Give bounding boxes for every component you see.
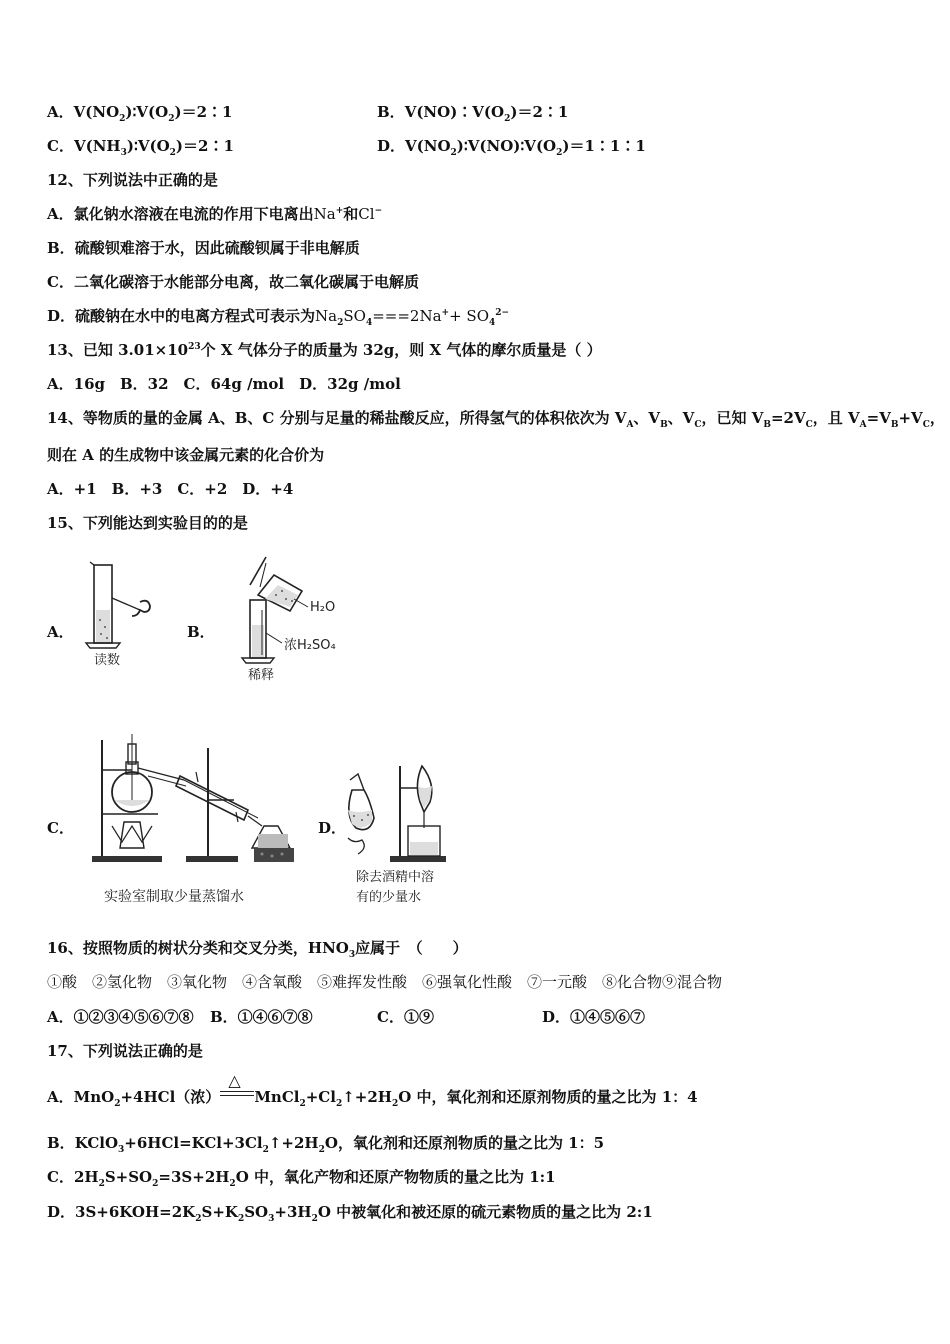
q16-option-b: B．①④⑥⑦⑧: [210, 1008, 313, 1026]
figure-d-caption-line2: 有的少量水: [356, 890, 422, 905]
figure-a-caption: 读数: [94, 653, 121, 668]
conc-sulfuric-acid-label: 浓H₂SO₄: [284, 638, 336, 653]
q12-option-d: D．硫酸钠在水中的电离方程式可表示为$Na_2SO_4===2Na^++ SO_4^{2-}$: [47, 307, 510, 328]
q13-options: A．16g B．32 C．64g /mol D．32g /mol: [47, 375, 401, 393]
q17-option-d: D．$3S+6KOH=2K_2S+K_2SO_3+3H_2O$ 中被氧化和被还原的硫元素物质的量之比为 2:1: [47, 1203, 653, 1224]
distillation-apparatus-figure: [88, 730, 303, 868]
q16-items: ①酸 ②氢化物 ③氧化物 ④含氧酸 ⑤难挥发性酸 ⑥强氧化性酸 ⑦一元酸 ⑧化合物⑨混合物: [47, 973, 723, 991]
q12-option-a: A．氯化钠水溶液在电流的作用下电离出Na+和Cl−: [47, 205, 383, 223]
q13-stem: 13、已知 $3.01\times 10^{23}$个 X 气体分子的质量为 32g，则 X 气体的摩尔质量是（ ）: [47, 341, 602, 359]
separatory-funnel-figure: [340, 760, 455, 870]
q16-option-a: A．①②③④⑤⑥⑦⑧: [47, 1008, 194, 1026]
q11-option-c: C．$V(NH_3)∶V(O_2)=2∶1$: [47, 137, 234, 158]
water-label: H₂O: [310, 600, 336, 615]
q14-stem-line1: 14、等物质的量的金属 A、B、C 分别与足量的稀盐酸反应，所得氢气的体积依次为 $V_A$、$V_B$、$V_C$，已知 $V_B=2V_C$，且 $V_A=V_B+V_C$，: [47, 409, 945, 430]
q14-options: A．+1 B．+3 C．+2 D．+4: [47, 480, 294, 498]
q15-d-letter: D．: [318, 819, 347, 837]
q16-option-c: C．①⑨: [377, 1008, 434, 1026]
graduated-cylinder-reading-figure: [80, 560, 170, 670]
q16-stem: 16、按照物质的树状分类和交叉分类，$HNO_3$应属于 （ ）: [47, 939, 468, 960]
q17-option-c: C．$2H_2S+SO_2=3S+2H_2O$ 中，氧化产物和还原产物物质的量之比为 1:1: [47, 1168, 556, 1189]
q15-b-letter: B．: [187, 623, 215, 641]
q15-c-letter: C．: [47, 819, 74, 837]
q15-stem: 15、下列能达到实验目的的是: [47, 514, 248, 532]
q17-option-a: A．MnO$_2$+4HCl（浓） △ $MnCl_2+Cl_2↑+2H_2O$ 中，氧化剂和还原剂物质的量之比为 1：4: [47, 1071, 698, 1109]
q11-option-b: B．$V(NO)∶V(O_2)=2∶1$: [377, 103, 569, 124]
q12-option-c: C．二氧化碳溶于水能部分电离，故二氧化碳属于电解质: [47, 273, 419, 291]
diluting-acid-figure: [238, 555, 348, 685]
q17-stem: 17、下列说法正确的是: [47, 1042, 203, 1060]
q14-stem-line2: 则在 A 的生成物中该金属元素的化合价为: [47, 446, 325, 464]
q15-a-letter: A．: [47, 623, 74, 641]
q16-option-d: D．①④⑤⑥⑦: [542, 1008, 646, 1026]
q12-stem: 12、下列说法中正确的是: [47, 171, 218, 189]
q11-option-a: A．$V(NO_2)∶V(O_2)=2∶1$: [47, 103, 233, 124]
q11-option-d: D．$V(NO_2)∶V(NO)∶V(O_2)=1∶1∶1$: [377, 137, 646, 158]
q17-option-b: B．$KClO_3+6HCl=KCl+3Cl_2↑+2H_2O$，氧化剂和还原剂物质的量之比为 1：5: [47, 1134, 605, 1155]
figure-b-caption: 稀释: [248, 668, 275, 683]
figure-d-caption-line1: 除去酒精中溶: [356, 870, 435, 885]
heat-condition-mark: △: [220, 1087, 254, 1107]
figure-c-caption: 实验室制取少量蒸馏水: [104, 889, 244, 905]
q12-option-b: B．硫酸钡难溶于水，因此硫酸钡属于非电解质: [47, 239, 360, 257]
